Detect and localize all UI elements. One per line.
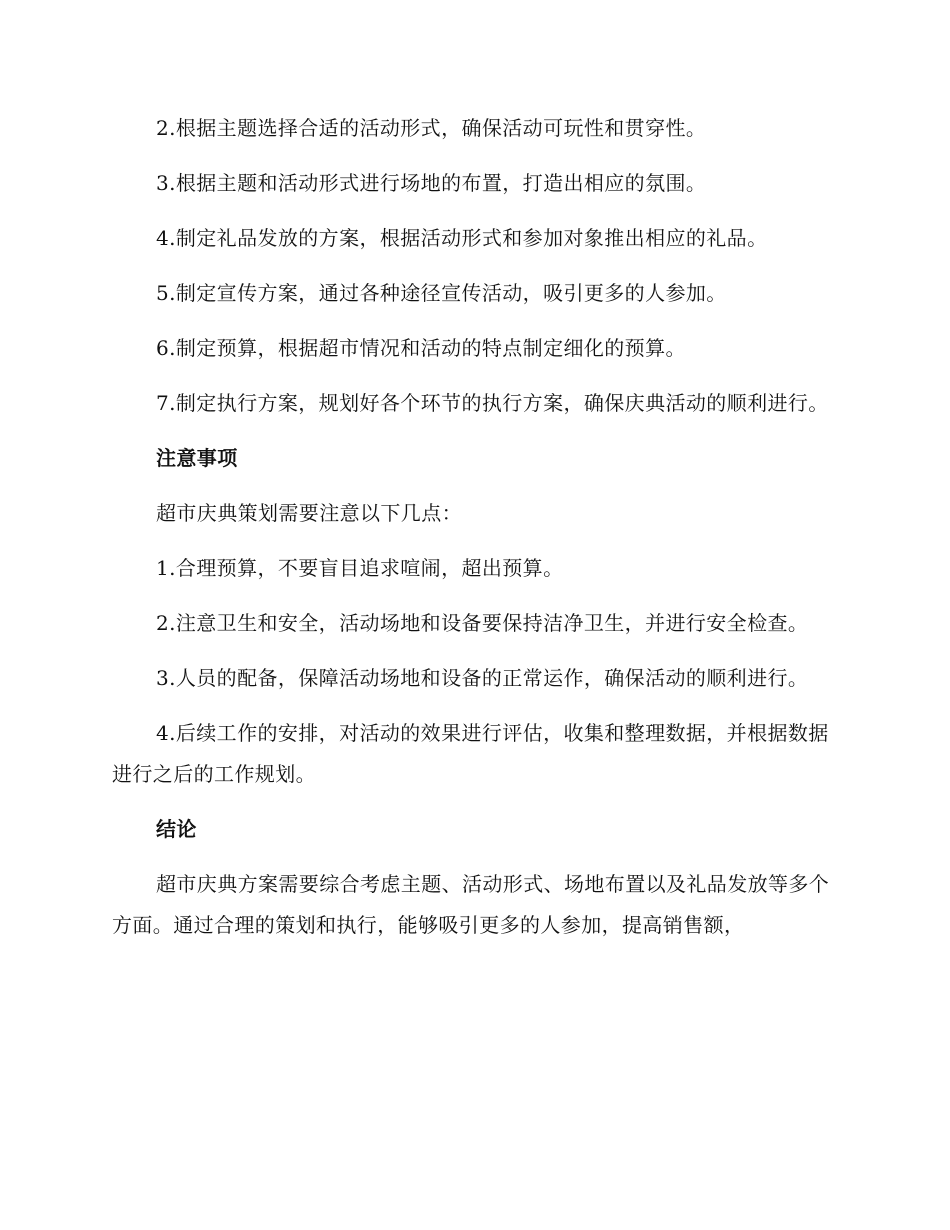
note-item-1: 1.合理预算，不要盲目追求喧闹，超出预算。	[156, 556, 564, 580]
section-heading-notes: 注意事项	[156, 446, 238, 470]
conclusion-paragraph: 超市庆典方案需要综合考虑主题、活动形式、场地布置以及礼品发放等多个方面。通过合理的策划和执行，能够吸引更多的人参加，提高销售额，	[112, 872, 830, 937]
step-item-3: 3.根据主题和活动形式进行场地的布置，打造出相应的氛围。	[156, 171, 707, 195]
step-item-7: 7.制定执行方案，规划好各个环节的执行方案，确保庆典活动的顺利进行。	[156, 391, 829, 415]
note-item-2: 2.注意卫生和安全，活动场地和设备要保持洁净卫生，并进行安全检查。	[156, 611, 809, 635]
section-heading-conclusion: 结论	[156, 817, 197, 841]
notes-intro: 超市庆典策划需要注意以下几点：	[156, 501, 462, 525]
step-item-6: 6.制定预算，根据超市情况和活动的特点制定细化的预算。	[156, 336, 686, 360]
step-item-5: 5.制定宣传方案，通过各种途径宣传活动，吸引更多的人参加。	[156, 281, 727, 305]
step-item-4: 4.制定礼品发放的方案，根据活动形式和参加对象推出相应的礼品。	[156, 226, 768, 250]
document-body	[112, 108, 834, 960]
note-item-4: 4.后续工作的安排，对活动的效果进行评估，收集和整理数据，并根据数据进行之后的工作规划。	[112, 721, 829, 786]
step-item-2: 2.根据主题选择合适的活动形式，确保活动可玩性和贯穿性。	[156, 116, 707, 140]
note-item-3: 3.人员的配备，保障活动场地和设备的正常运作，确保活动的顺利进行。	[156, 666, 809, 690]
